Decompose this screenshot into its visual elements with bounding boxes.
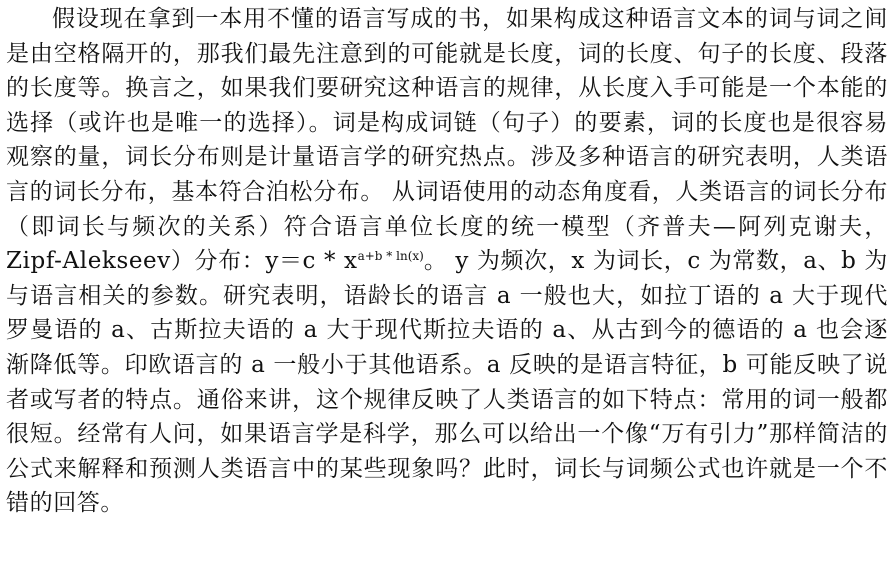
paragraph-text-part-1: 假设现在拿到一本用不懂的语言写成的书，如果构成这种语言文本的词与词之间是由空格隔开的，那我们最先注意到的可能就是长度，词的长度、句子的长度、段落的长度等。换言之，如果我们要研究这种语言的规律，从长度入手可能是一个本能的选择（或许也是唯一的选择）。词是构成词链（句子）的要素，词的长度也是很容易观察的量，词长分布则是计量语言学的研究热点。涉及多种语言的研究表明，人类语言的词长分布，基本符合泊松分布。 从词语使用的动态角度看，人类语言的词长分布（即词长与频次的关系）符合语言单位长度的统一模型（齐普夫—阿列克谢夫，Zipf-Alekseev）分布：y＝c * x bbox=[6, 6, 888, 275]
body-paragraph bbox=[6, 2, 888, 521]
formula-exponent: a+b * ln(x) bbox=[357, 249, 424, 264]
paragraph-text-part-2: 。 y 为频次，x 为词长，c 为常数，a、b 为与语言相关的参数。研究表明，语龄长的语言 a 一般也大，如拉丁语的 a 大于现代罗曼语的 a、古斯拉夫语的 a 大于现代斯拉夫语的 a、从古到今的德语的 a 也会逐渐降低等。印欧语言的 a 一般小于其他语系。a 反映的是语言特征，b 可能反映了说者或写者的特点。通俗来讲，这个规律反映了人类语言的如下特点：常用的词一般都很短。经常有人问，如果语言学是科学，那么可以给出一个像“万有引力”那样简洁的公式来解释和预测人类语言中的某些现象吗？此时，词长与词频公式也许就是一个不错的回答。 bbox=[6, 248, 888, 517]
